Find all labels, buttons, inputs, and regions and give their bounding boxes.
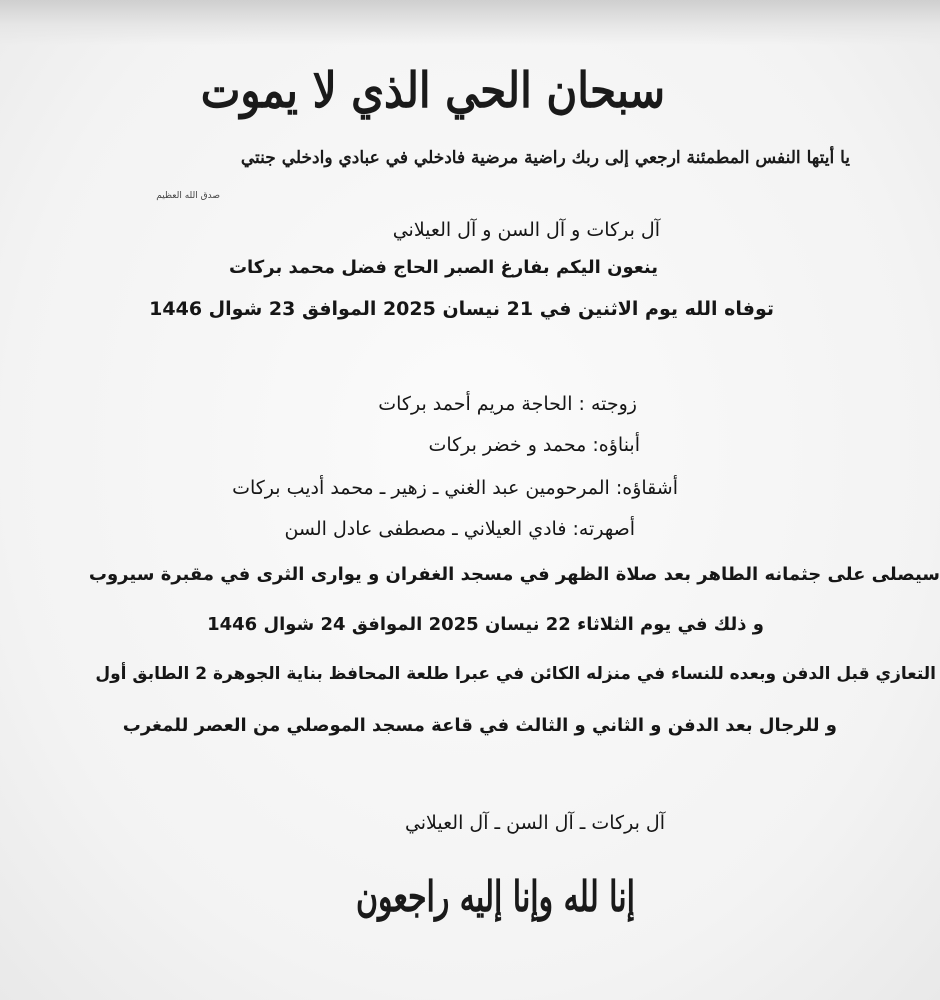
- condolences-men: و للرجال بعد الدفن و الثاني و الثالث في قاعة مسجد الموصلي من العصر للمغرب: [122, 715, 837, 736]
- funeral-date: و ذلك في يوم الثلاثاء 22 نيسان 2025 الموافق 24 شوال 1446: [207, 614, 764, 635]
- header-verse: يا أيتها النفس المطمئنة ارجعي إلى ربك راضية مرضية فادخلي في عبادي وادخلي جنتي: [240, 148, 850, 168]
- closing-calligraphy: إنا لله وإنا إليه راجعون: [355, 873, 635, 922]
- header-title: سبحان الحي الذي لا يموت: [200, 62, 665, 119]
- condolences-women: التعازي قبل الدفن وبعده للنساء في منزله الكائن في عبرا طلعة المحافظ بناية الجوهرة 2 الطابق أول: [95, 664, 936, 684]
- footer-families: آل بركات ـ آل السن ـ آل العيلاني: [404, 812, 665, 834]
- relative-in-laws: أصهرته: فادي العيلاني ـ مصطفى عادل السن: [284, 518, 635, 540]
- verse-ending: صدق الله العظيم: [156, 191, 220, 201]
- scan-shadow: [0, 0, 940, 45]
- relative-wife: زوجته : الحاجة مريم أحمد بركات: [378, 393, 637, 415]
- funeral-prayer: سيصلى على جثمانه الطاهر بعد صلاة الظهر في مسجد الغفران و يوارى الثرى في مقبرة سيروب: [88, 564, 940, 585]
- relative-brothers: أشقاؤه: المرحومين عبد الغني ـ زهير ـ محمد أديب بركات: [232, 477, 678, 499]
- death-date: توفاه الله يوم الاثنين في 21 نيسان 2025 الموافق 23 شوال 1446: [149, 298, 774, 320]
- relative-sons: أبناؤه: محمد و خضر بركات: [428, 434, 640, 456]
- intro-families: آل بركات و آل السن و آل العيلاني: [392, 219, 660, 241]
- intro-announcement: ينعون اليكم بفارغ الصبر الحاج فضل محمد بركات: [228, 257, 658, 278]
